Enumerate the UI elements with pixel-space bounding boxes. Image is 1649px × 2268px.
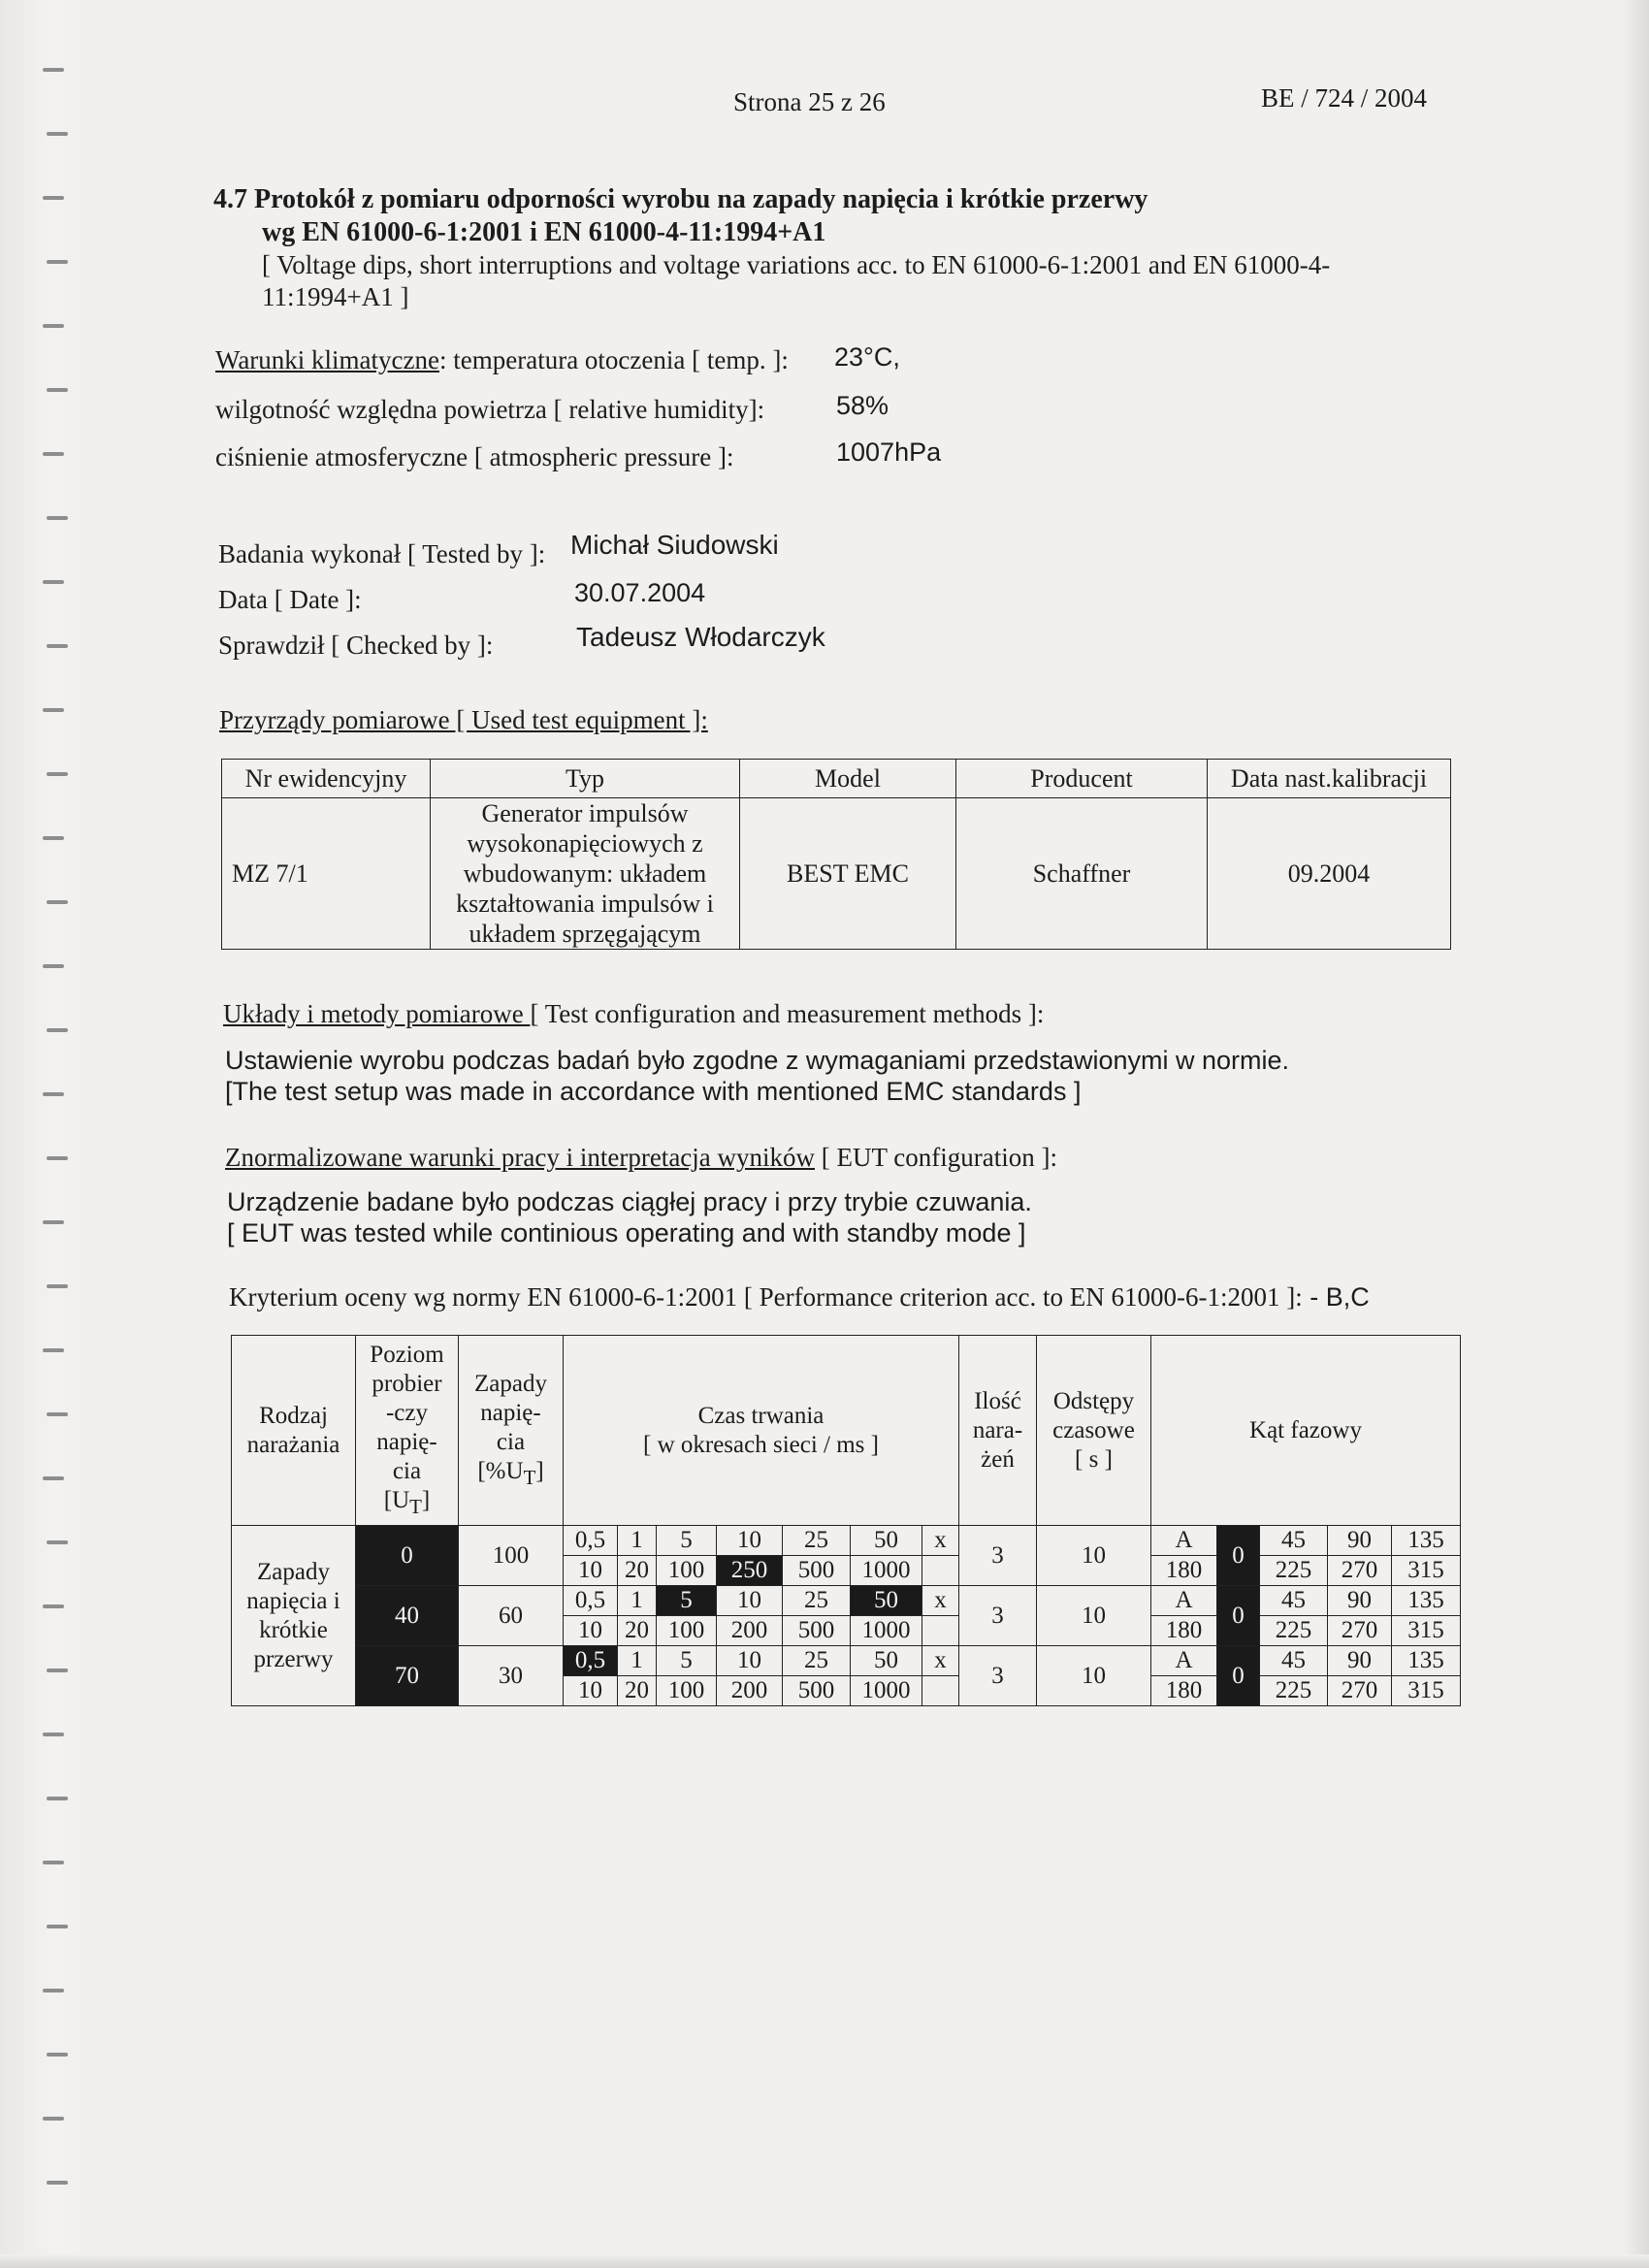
ms-cell: 20 <box>618 1556 657 1586</box>
phase-cell: 180 <box>1151 1616 1217 1646</box>
equip-header-producent: Producent <box>956 760 1208 798</box>
phase-cell: 315 <box>1392 1556 1461 1586</box>
phase-cell: 90 <box>1328 1646 1392 1676</box>
binding-hole <box>43 196 64 200</box>
humidity-value: 58% <box>836 391 889 420</box>
dips-cell: 60 <box>459 1586 564 1646</box>
equip-calibration: 09.2004 <box>1208 798 1451 950</box>
equip-header-typ: Typ <box>431 760 740 798</box>
table-row <box>232 1586 1461 1616</box>
header-ilosc: Ilość nara- żeń <box>959 1336 1037 1526</box>
phase-cell: 225 <box>1260 1616 1328 1646</box>
phase-cell: 135 <box>1392 1646 1461 1676</box>
period-cell-selected: 50 <box>851 1586 922 1616</box>
header-zapady: Zapady napię- cia $[\%U_T]$ <box>459 1336 564 1526</box>
ms-cell: 1000 <box>851 1556 922 1586</box>
phase-zero-cell: 0 <box>1217 1586 1260 1646</box>
phase-cell: A <box>1151 1526 1217 1556</box>
equip-header-model: Model <box>740 760 956 798</box>
phase-cell: 225 <box>1260 1556 1328 1586</box>
period-cell: x <box>922 1646 959 1676</box>
test-parameters-table <box>231 1335 1461 1706</box>
section-subtitle: [ Voltage dips, short interruptions and voltage variations acc. to EN 61000-6-1:2001 and EN 61000-4- <box>262 250 1331 279</box>
phase-cell: 315 <box>1392 1616 1461 1646</box>
binding-hole <box>47 388 68 392</box>
equip-producent: Schaffner <box>956 798 1208 950</box>
binding-hole <box>43 964 64 968</box>
equip-model: BEST EMC <box>740 798 956 950</box>
pressure-label: ciśnienie atmosferyczne [ atmospheric pressure ]: <box>215 442 734 471</box>
phase-zero-cell: 0 <box>1217 1646 1260 1706</box>
binding-hole <box>47 516 68 520</box>
ms-cell: 500 <box>783 1556 851 1586</box>
header-row <box>232 1336 1461 1526</box>
equip-nr: MZ 7/1 <box>222 798 431 950</box>
period-cell: 10 <box>717 1646 783 1676</box>
empty-cell <box>922 1676 959 1706</box>
binding-hole <box>47 772 68 776</box>
period-cell: 25 <box>783 1646 851 1676</box>
phase-cell: 90 <box>1328 1586 1392 1616</box>
binding-hole <box>43 708 64 712</box>
page-number: Strona 25 z 26 <box>733 87 886 116</box>
count-cell: 3 <box>959 1586 1037 1646</box>
period-cell-selected: 5 <box>657 1586 717 1616</box>
period-cell-selected: 0,5 <box>564 1646 618 1676</box>
count-cell: 3 <box>959 1526 1037 1586</box>
checked-by-value: Tadeusz Włodarczyk <box>576 622 825 652</box>
binding-hole <box>47 1028 68 1032</box>
binding-hole <box>47 2053 68 2057</box>
binding-hole <box>43 1989 64 1993</box>
header-odstepy: Odstępy czasowe [ s ] <box>1037 1336 1151 1526</box>
binding-hole <box>43 68 64 72</box>
binding-hole <box>43 836 64 840</box>
period-cell: 50 <box>851 1646 922 1676</box>
phase-cell: 135 <box>1392 1526 1461 1556</box>
ms-cell: 1000 <box>851 1616 922 1646</box>
binding-hole <box>43 1348 64 1352</box>
equip-header-nr: Nr ewidencyjny <box>222 760 431 798</box>
phase-cell: 45 <box>1260 1526 1328 1556</box>
binding-hole <box>43 1604 64 1608</box>
binding-hole <box>47 644 68 648</box>
phase-cell: 45 <box>1260 1586 1328 1616</box>
binding-hole <box>43 1861 64 1864</box>
section-standard: wg EN 61000-6-1:2001 i EN 61000-4-11:1994+A1 <box>262 217 826 247</box>
period-cell: 0,5 <box>564 1526 618 1556</box>
binding-hole <box>47 900 68 904</box>
date-label: Data [ Date ]: <box>218 585 362 614</box>
binding-hole <box>43 1092 64 1096</box>
methods-text-en: [The test setup was made in accordance with mentioned EMC standards ] <box>225 1077 1082 1106</box>
page-bottom-shadow <box>0 2254 1649 2268</box>
ms-cell: 20 <box>618 1616 657 1646</box>
period-cell: x <box>922 1526 959 1556</box>
tested-by-label: Badania wykonał [ Tested by ]: <box>218 539 546 568</box>
header-czas: Czas trwania [ w okresach sieci / ms ] <box>564 1336 959 1526</box>
header-kat: Kąt fazowy <box>1151 1336 1461 1526</box>
period-cell: x <box>922 1586 959 1616</box>
ms-cell: 200 <box>717 1676 783 1706</box>
ms-cell-selected: 250 <box>717 1556 783 1586</box>
period-cell: 10 <box>717 1526 783 1556</box>
header-poziom: Poziom probier -czy napię- cia $[U_T]$ <box>356 1336 459 1526</box>
equip-header-calibration: Data nast.kalibracji <box>1208 760 1451 798</box>
phase-zero-cell: 0 <box>1217 1526 1260 1586</box>
binding-hole <box>43 2117 64 2121</box>
eut-text: Urządzenie badane było podczas ciągłej pracy i przy trybie czuwania. <box>227 1187 1032 1216</box>
binding-hole <box>47 1925 68 1928</box>
ms-cell: 1000 <box>851 1676 922 1706</box>
methods-text: Ustawienie wyrobu podczas badań było zgodne z wymaganiami przedstawionymi w normie. <box>225 1046 1290 1075</box>
period-cell: 10 <box>717 1586 783 1616</box>
report-reference: BE / 724 / 2004 <box>1261 83 1428 113</box>
level-cell: 70 <box>356 1646 459 1706</box>
ms-cell: 100 <box>657 1556 717 1586</box>
binding-hole <box>43 1476 64 1480</box>
checked-by-label: Sprawdził [ Checked by ]: <box>218 631 494 660</box>
phase-cell: 45 <box>1260 1646 1328 1676</box>
binding-hole <box>43 1220 64 1224</box>
binding-hole <box>47 260 68 264</box>
ms-cell: 10 <box>564 1616 618 1646</box>
section-title: 4.7 Protokół z pomiaru odporności wyrobu na zapady napięcia i krótkie przerwy <box>213 184 1148 214</box>
phase-cell: 180 <box>1151 1676 1217 1706</box>
period-cell: 25 <box>783 1526 851 1556</box>
phase-cell: 135 <box>1392 1586 1461 1616</box>
binding-hole <box>47 1540 68 1544</box>
methods-heading: Układy i metody pomiarowe [ Test configuration and measurement methods ]: <box>223 999 1045 1028</box>
phase-cell: 270 <box>1328 1676 1392 1706</box>
phase-cell: 270 <box>1328 1616 1392 1646</box>
pressure-value: 1007hPa <box>836 437 942 467</box>
header-rodzaj: Rodzaj narażania <box>232 1336 356 1526</box>
equip-typ: Generator impulsów wysokonapięciowych z wbudowanym: układem kształtowania impulsów i układem sprzęgającym <box>431 798 740 950</box>
ms-cell: 100 <box>657 1676 717 1706</box>
temp-value: 23°C, <box>834 342 900 372</box>
binding-hole <box>43 324 64 328</box>
period-cell: 1 <box>618 1526 657 1556</box>
binding-hole <box>47 132 68 136</box>
ms-cell: 20 <box>618 1676 657 1706</box>
dips-cell: 100 <box>459 1526 564 1586</box>
period-cell: 5 <box>657 1526 717 1556</box>
period-cell: 25 <box>783 1586 851 1616</box>
humidity-label: wilgotność względna powietrza [ relative humidity]: <box>215 395 765 424</box>
climate-temp-line: Warunki klimatyczne: temperatura otoczenia [ temp. ]: <box>215 345 789 374</box>
interval-cell: 10 <box>1037 1526 1151 1586</box>
phase-cell: 90 <box>1328 1526 1392 1556</box>
section-subtitle-cont: 11:1994+A1 ] <box>262 282 409 311</box>
table-row <box>232 1646 1461 1676</box>
criterion-value: - B,C <box>1302 1282 1370 1312</box>
binding-hole <box>43 452 64 456</box>
table-row <box>222 798 1451 950</box>
binding-margin <box>0 0 87 2268</box>
period-cell: 1 <box>618 1586 657 1616</box>
ms-cell: 200 <box>717 1616 783 1646</box>
binding-hole <box>47 1797 68 1800</box>
eut-text-en: [ EUT was tested while continious operating and with standby mode ] <box>227 1218 1026 1247</box>
phase-cell: 315 <box>1392 1676 1461 1706</box>
binding-hole <box>47 1669 68 1672</box>
interval-cell: 10 <box>1037 1586 1151 1646</box>
phase-cell: 225 <box>1260 1676 1328 1706</box>
rodzaj-value: Zapady napięcia i krótkie przerwy <box>232 1526 356 1706</box>
binding-hole <box>47 2181 68 2185</box>
period-cell: 50 <box>851 1526 922 1556</box>
empty-cell <box>922 1616 959 1646</box>
period-cell: 5 <box>657 1646 717 1676</box>
table-row <box>232 1526 1461 1556</box>
empty-cell <box>922 1556 959 1586</box>
interval-cell: 10 <box>1037 1646 1151 1706</box>
ms-cell: 10 <box>564 1676 618 1706</box>
period-cell: 0,5 <box>564 1586 618 1616</box>
binding-hole <box>43 1733 64 1736</box>
phase-cell: A <box>1151 1586 1217 1616</box>
binding-hole <box>47 1284 68 1288</box>
ms-cell: 100 <box>657 1616 717 1646</box>
dips-cell: 30 <box>459 1646 564 1706</box>
ms-cell: 500 <box>783 1616 851 1646</box>
level-cell: 40 <box>356 1586 459 1646</box>
phase-cell: 270 <box>1328 1556 1392 1586</box>
binding-hole <box>43 580 64 584</box>
date-value: 30.07.2004 <box>574 578 706 607</box>
period-cell: 1 <box>618 1646 657 1676</box>
equipment-table <box>221 759 1451 950</box>
binding-hole <box>47 1412 68 1416</box>
equipment-heading: Przyrządy pomiarowe [ Used test equipment ]: <box>219 705 708 734</box>
phase-cell: 180 <box>1151 1556 1217 1586</box>
criterion-line: Kryterium oceny wg normy EN 61000-6-1:2001 [ Performance criterion acc. to EN 61000-6-1:2001 ]: - B,C <box>229 1282 1370 1312</box>
level-cell: 0 <box>356 1526 459 1586</box>
ms-cell: 10 <box>564 1556 618 1586</box>
binding-hole <box>47 1156 68 1160</box>
ms-cell: 500 <box>783 1676 851 1706</box>
page-edge-shadow <box>1622 0 1649 2268</box>
count-cell: 3 <box>959 1646 1037 1706</box>
eut-heading: Znormalizowane warunki pracy i interpretacja wyników [ EUT configuration ]: <box>225 1143 1057 1172</box>
phase-cell: A <box>1151 1646 1217 1676</box>
tested-by-value: Michał Siudowski <box>570 530 779 560</box>
